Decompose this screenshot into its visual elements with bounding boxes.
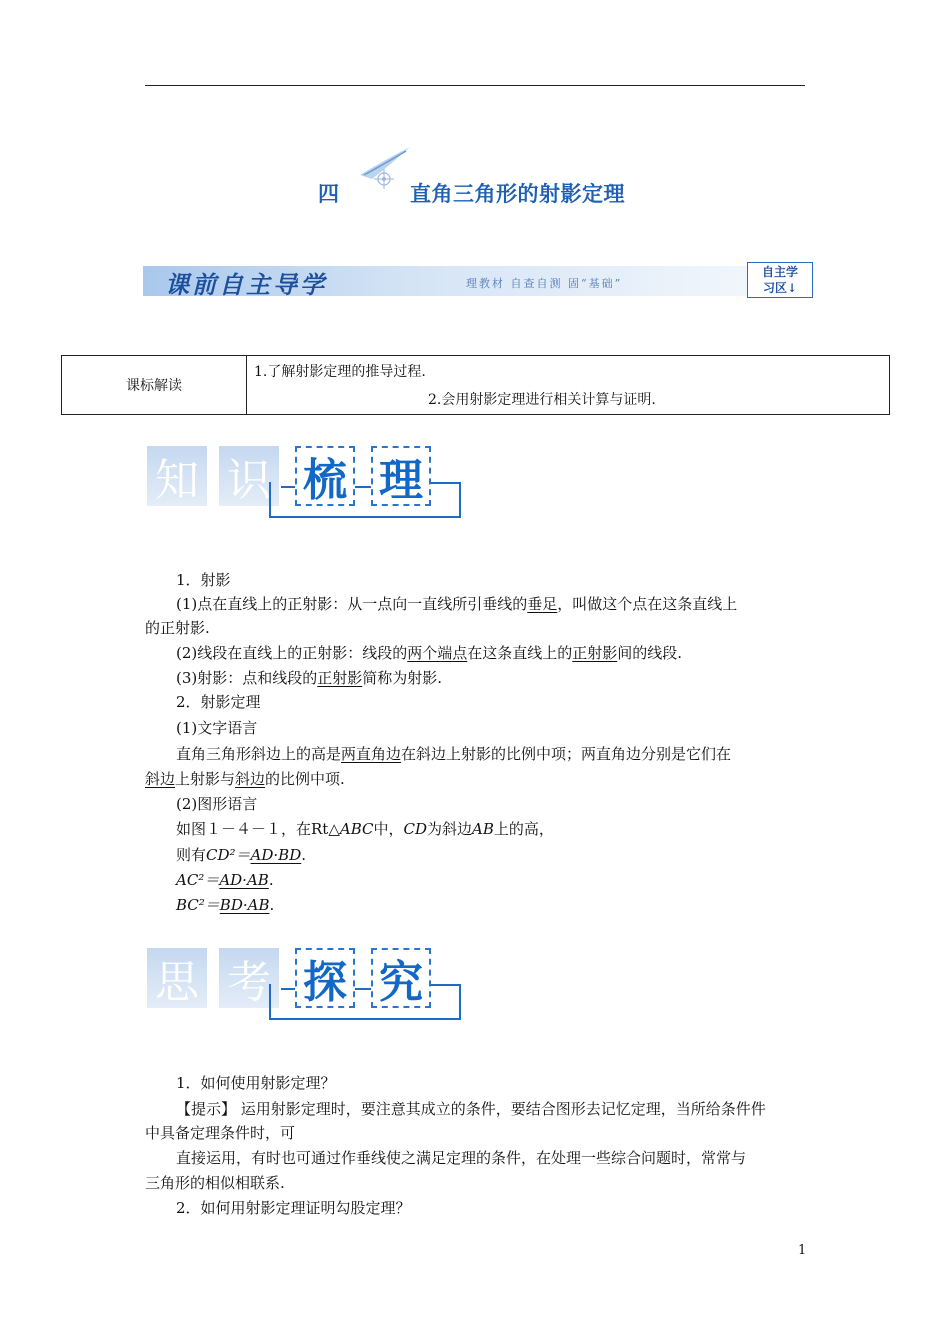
chapter-title: 直角三角形的射影定理 <box>410 181 625 206</box>
section-char-highlight: 究 <box>371 948 431 1008</box>
heading-theorem: 2．射影定理 <box>176 693 261 711</box>
objective-2: 2.会用射影定理进行相关计算与证明. <box>428 392 656 408</box>
formula: BC²＝BD·AB. <box>176 896 275 914</box>
section-char-highlight: 梳 <box>295 446 355 506</box>
paragraph: (3)射影：点和线段的正射影简称为射影. <box>176 669 443 687</box>
table-label: 课标解读 <box>126 378 182 394</box>
hint-paragraph: 三角形的相似相联系. <box>145 1174 285 1192</box>
formula: 则有CD²＝AD·BD. <box>176 846 307 864</box>
paragraph: 如图１－４－１，在Rt△ABC中，CD为斜边AB上的高， <box>176 820 554 838</box>
objectives-table <box>61 355 890 415</box>
section-char: 考 <box>219 948 279 1008</box>
objective-1: 1.了解射影定理的推导过程. <box>254 364 426 380</box>
heading-projection: 1．射影 <box>176 571 231 589</box>
paragraph: 斜边上射影与斜边的比例中项. <box>145 770 345 788</box>
paragraph: (2)线段在直线上的正射影：线段的两个端点在这条直线上的正射影间的线段. <box>176 644 683 662</box>
paragraph: (1)文字语言 <box>176 719 258 737</box>
section-banner <box>143 262 815 300</box>
paragraph: (2)图形语言 <box>176 795 258 813</box>
section-header-knowledge <box>147 446 467 522</box>
paragraph: (1)点在直线上的正射影：从一点向一直线所引垂线的垂足，叫做这个点在这条直线上 <box>176 595 738 613</box>
banner-nav-box[interactable] <box>747 262 813 298</box>
hint-paragraph: 【提示】 运用射影定理时，要注意其成立的条件，要结合图形去记忆定理，当所给条件件 <box>176 1100 766 1118</box>
banner-title: 课前自主导学 <box>165 270 327 299</box>
hint-paragraph: 中具备定理条件时，可 <box>145 1124 296 1142</box>
paragraph: 直角三角形斜边上的高是两直角边在斜边上射影的比例中项；两直角边分别是它们在 <box>176 745 732 763</box>
banner-box-line1: 自主学 <box>761 265 798 279</box>
formula: AC²＝AD·AB. <box>176 871 274 889</box>
question-2: 2．如何用射影定理证明勾股定理？ <box>176 1199 411 1217</box>
table-divider <box>246 356 247 414</box>
section-char-highlight: 探 <box>295 948 355 1008</box>
section-char: 知 <box>147 446 207 506</box>
compass-star-icon <box>356 145 412 195</box>
section-header-explore <box>147 948 467 1024</box>
chapter-number: 四 <box>318 181 339 206</box>
section-char: 思 <box>147 948 207 1008</box>
paragraph: 的正射影. <box>145 619 210 637</box>
section-char-highlight: 理 <box>371 446 431 506</box>
header-rule <box>145 85 805 86</box>
page-number: 1 <box>798 1243 807 1258</box>
header-frame <box>269 984 461 1020</box>
question-1: 1．如何使用射影定理？ <box>176 1074 336 1092</box>
banner-box-line2: 习区↓ <box>762 281 798 295</box>
hint-paragraph: 直接运用，有时也可通过作垂线使之满足定理的条件，在处理一些综合问题时，常常与 <box>176 1149 747 1167</box>
section-char: 识 <box>219 446 279 506</box>
banner-subtitle: 理教材 自查自测 固“基础” <box>466 277 623 290</box>
header-frame <box>269 482 461 518</box>
